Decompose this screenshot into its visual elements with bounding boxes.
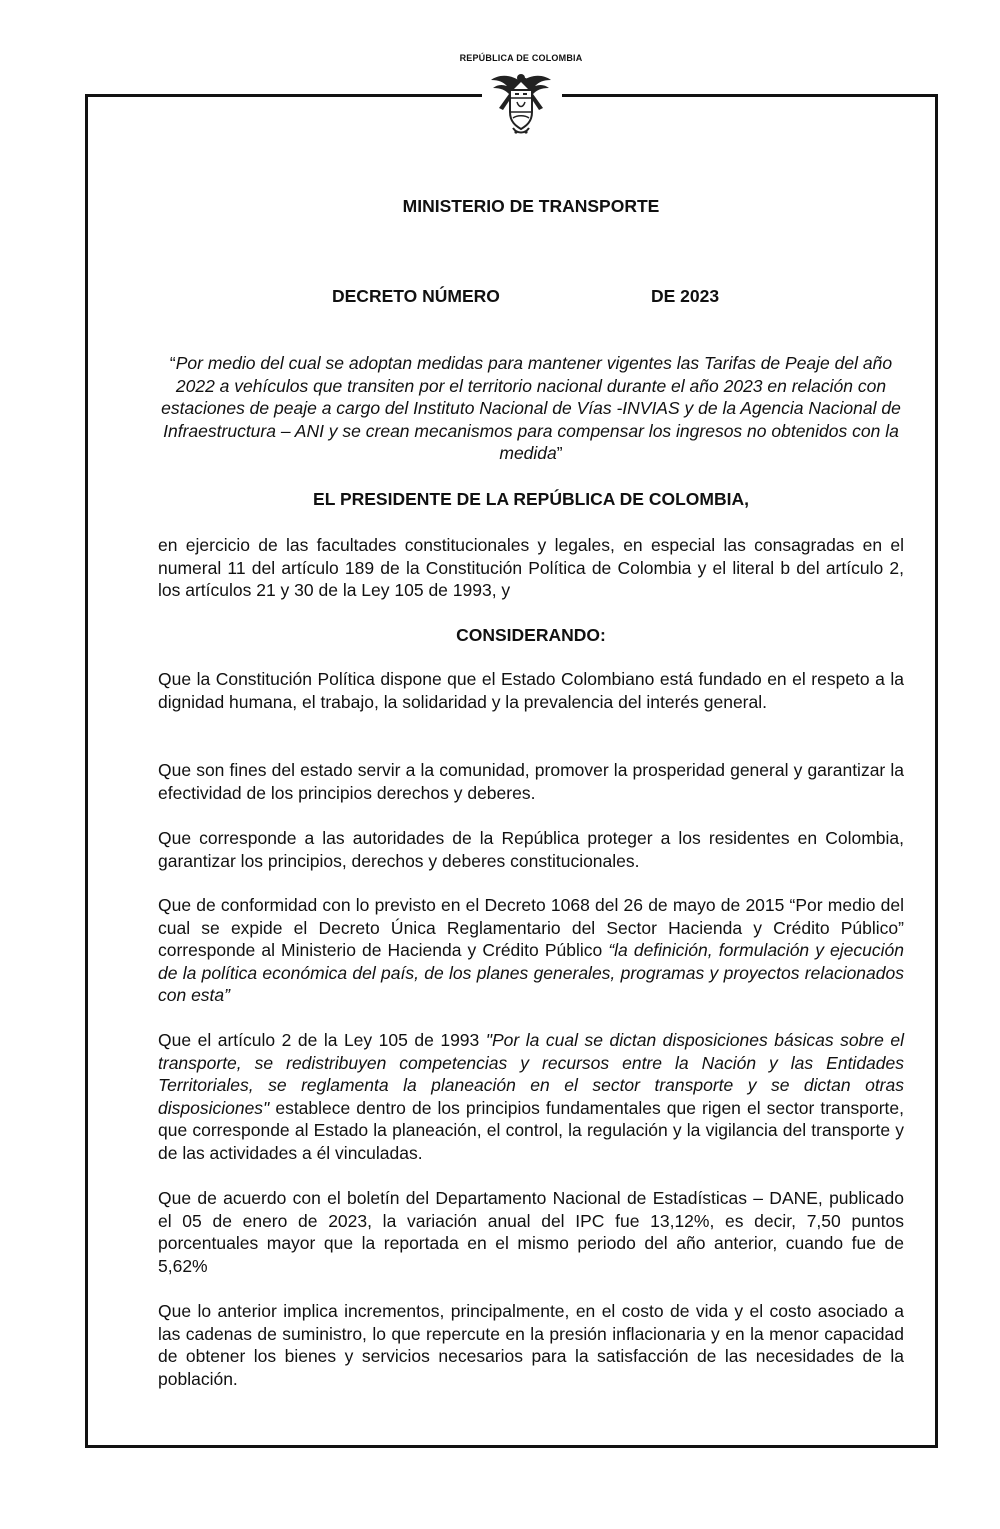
paragraph-4-quote: “la definición, formulación y ejecución de la política económica del país, de los planes generales, programas y proyectos relacionados con esta” <box>158 940 904 1006</box>
title-open-quote: “ <box>169 353 176 373</box>
paragraph-5-quote: "Por la cual se dictan disposiciones básicas sobre el transporte, se redistribuyen competencias y recursos entre la Nación y las Entidades Territoriales, se reglamenta la planeación en el sector transporte y se dictan otras disposiciones" <box>158 1030 904 1118</box>
paragraph-5-text-a: Que el artículo 2 de la Ley 105 de 1993 <box>158 1030 486 1050</box>
paragraph-3: Que corresponde a las autoridades de la República proteger a los residentes en Colombia, garantizar los principios, derechos y deberes constitucionales. <box>158 828 904 871</box>
paragraph-5-text-b: establece dentro de los principios fundamentales que rigen el sector transporte, que corresponde al Estado la planeación, el control, la regulación y la vigilancia del transporte y de las actividades a él vinculadas. <box>158 1097 904 1163</box>
paragraph-7: Que lo anterior implica incrementos, principalmente, en el costo de vida y el costo asociado a las cadenas de suministro, lo que repercute en la presión inflacionaria y en la menor capacidad de obtener los bienes y servicios necesarios para la satisfacción de las necesidades de la población. <box>158 1301 904 1389</box>
ministry-heading: MINISTERIO DE TRANSPORTE <box>402 196 660 216</box>
decree-label: DECRETO NÚMERO <box>332 286 500 306</box>
title-close-quote: ” <box>556 443 563 464</box>
president-heading: EL PRESIDENTE DE LA REPÚBLICA DE COLOMBIA, <box>313 489 749 509</box>
paragraph-4 <box>158 894 904 1007</box>
decree-year-label: DE 2023 <box>651 286 720 306</box>
paragraph-6: Que de acuerdo con el boletín del Departamento Nacional de Estadísticas – DANE, publicado el 05 de enero de 2023, la variación anual del IPC fue 13,12%, es decir, 7,50 puntos porcentuales mayor que la reportada en el mismo periodo del año anterior, cuando fue de 5,62% <box>158 1188 904 1276</box>
paragraph-1: Que la Constitución Política dispone que el Estado Colombiano está fundado en el respeto a la dignidad humana, el trabajo, la solidaridad y la prevalencia del interés general. <box>158 669 904 712</box>
considering-heading: CONSIDERANDO: <box>456 625 606 645</box>
country-header-label: REPÚBLICA DE COLOMBIA <box>459 53 583 63</box>
colombia-coat-of-arms-icon <box>489 68 553 138</box>
paragraph-5 <box>158 1029 904 1165</box>
decree-title <box>158 352 904 465</box>
paragraph-2: Que son fines del estado servir a la comunidad, promover la prosperidad general y garantizar la efectividad de los principios derechos y deberes. <box>158 760 904 803</box>
paragraph-4-text: Que de conformidad con lo previsto en el Decreto 1068 del 26 de mayo de 2015 “Por medio del cual se expide el Decreto Única Reglamentario del Sector Hacienda y Crédito Público” corresponde al Ministerio de Hacienda y Crédito Público <box>158 895 904 961</box>
faculties-paragraph: en ejercicio de las facultades constitucionales y legales, en especial las consagradas en el numeral 11 del artículo 189 de la Constitución Política de Colombia y el literal b del artículo 2, los artículos 21 y 30 de la Ley 105 de 1993, y <box>158 535 904 601</box>
title-text: Por medio del cual se adoptan medidas para mantener vigentes las Tarifas de Peaje del año 2022 a vehículos que transiten por el territorio nacional durante el año 2023 en relación con estaciones de peaje a cargo del Instituto Nacional de Vías -INVIAS y de la Agencia Nacional de Infraestructura – ANI y se crean mecanismos para compensar los ingresos no obtenidos con la medida <box>161 353 901 464</box>
